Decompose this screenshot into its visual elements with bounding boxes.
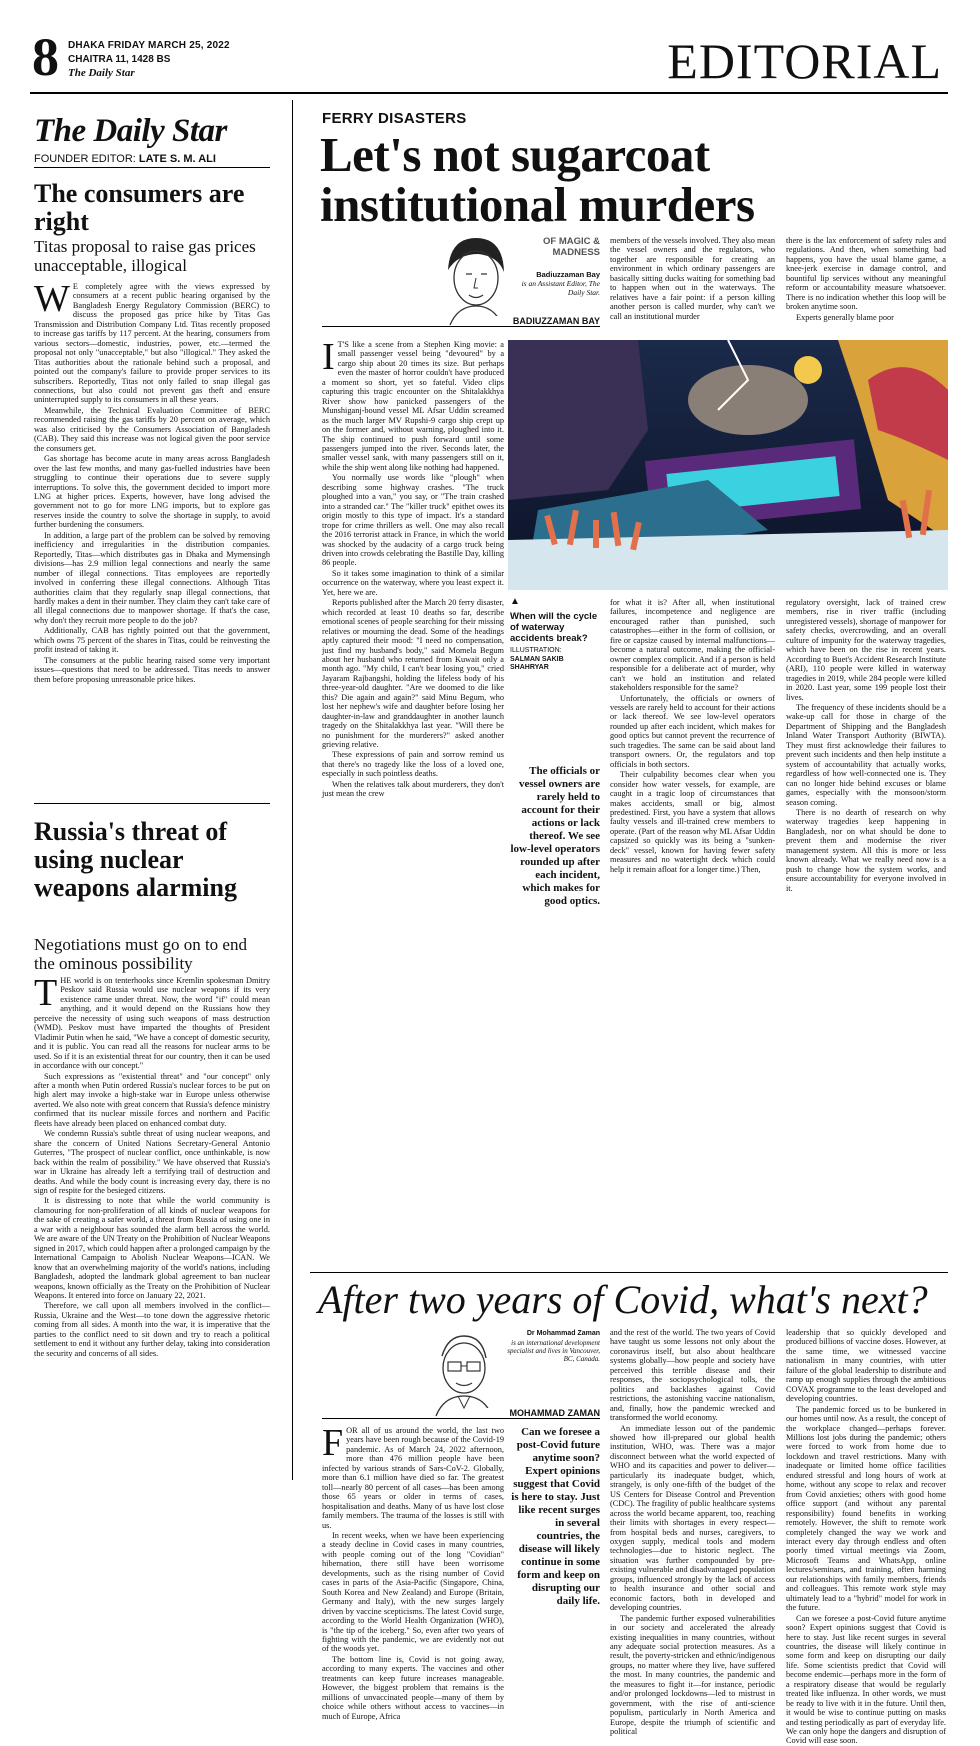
editorial2-paragraph: Such expressions as "existential threat" and "our concept" only after a month when Putin ordered Russia's nuclear forces to be put on high alert may invoke a high-stake war in Europe unless otherwise averted. We also note with great concern that Russia's defence ministry confirmed that its nuclear missile forces and northern and Pacific fleets have already been placed on enhanced combat duty. bbox=[34, 1071, 270, 1128]
section-title: EDITORIAL bbox=[667, 33, 942, 89]
article1-paragraph: Experts generally blame poor bbox=[796, 312, 894, 322]
article2-paragraph: Can we foresee a post-Covid future anytime soon? Expert opinions suggest that Covid is here to stay. Just like recent surges in several countries, the disease will likely continue in some form and keep on disrupting our daily life. Some scientists predict that Covid will become endemic—perhaps more in the form of a respiratory disease that would be regularly treated like influenza. In other words, we must be ready to live with it in the future. Until then, it would be wise to continue putting on masks and testing periodically as part of everyday life. We can only hope the dangers and disruption of Covid will ease soon. bbox=[786, 1613, 946, 1746]
header-rule bbox=[30, 92, 948, 94]
founder-label: FOUNDER EDITOR: bbox=[34, 153, 136, 165]
editorial-divider bbox=[34, 803, 270, 804]
editorial2-dropcap: T bbox=[34, 972, 58, 1014]
article1-illustration-label: ILLUSTRATION: bbox=[510, 647, 562, 654]
article1-column-3-top bbox=[786, 236, 946, 334]
article1-paragraph: regulatory oversight, lack of trained crew members, rise in river traffic (including unregistered vessels), shortage of manpower for safety checks, overcrowding, and an overall culture of impunity for the waterway tragedies, which have been on the rise in recent years. According to Buet's Accident Research Institute (ARI), 110 people were killed in waterway tragedies in 2019, while 284 people were killed in 2020. Last year, some 199 people lost their lives. bbox=[786, 598, 946, 702]
editorial1-paragraph: E completely agree with the views expressed by consumers at a recent public hearing organised by the Bangladesh Energy Regulatory Commission (BERC) to discuss the proposed gas price hike by Titas Gas Transmission and Distribution Company Ltd. Titas recently proposed to increase gas tariffs by 117 percent. At the hearing, consumers from various sectors—domestic, industries, power, etc.—termed the proposal not only "unacceptable," but also "illogical." They asked the Titas authorities about the rationale behind such a proposal, and pointed out the company's failure to provide proper services to its subscribers. Reportedly, Titas not only failed to snap illegal gas connections, but also could not prevent gas theft and ensure uninterrupted supply to its consumers in all these years. bbox=[34, 282, 270, 405]
article1-paragraph: Unfortunately, the officials or owners of vessels are rarely held to account for their actions or lack thereof. We see low-level operators rounded up after each incident, which makes for good optics but cannot prevent the recurrence of such tragedies. The same can be said about land transport owners. Or, the regulators and top officials in both sectors. bbox=[610, 693, 775, 769]
column-rule bbox=[292, 100, 293, 1480]
article1-column-3-bottom bbox=[786, 598, 946, 1263]
byline-rule-2 bbox=[322, 1418, 600, 1419]
article1-paragraph: You normally use words like "plough" when describing some highway crashes. "The truck ploughed into a van," you say, or "The train crashed into a stranded car." The "killer truck" epithet owes its origin mostly to this type of impact. It's a standard trope for crime thrillers as well. One may also recall the 2016 terrorist attack in France, in which the world was shocked by the audacity of a cargo truck being driven into crowds celebrating the Bastille Day, killing 86 people. bbox=[322, 473, 504, 568]
editorial1-subhead: Titas proposal to raise gas prices unacceptable, illogical bbox=[34, 237, 256, 275]
article1-column-2-bottom bbox=[610, 598, 775, 1263]
editorial1-paragraph: Meanwhile, the Technical Evaluation Committee of BERC recommended raising the gas tariffs by 20 percent on average, which was also criticised by the Consumers Association of Bangladesh (CAB). They said this increase was not logical given the poor service the consumers get. bbox=[34, 405, 270, 453]
article1-column-2-top bbox=[610, 236, 775, 334]
article1-paragraph: These expressions of pain and sorrow remind us that there's no tragedy like the loss of a loved one, especially in such pointless deaths. bbox=[322, 750, 504, 779]
article1-paragraph: Reports published after the March 20 ferry disaster, which recorded at least 10 deaths so far, describe emotional scenes of people searching for their missing relatives or mourning the dead. Some of the headings aptly captured their mood: "I need no compensation, just find my husband's body," said Momela Begum about her husband who returned from Kuwait only a month ago. "My child, I can't bear losing you," cried Jayaram Rajbangshi, holding the lifeless body of his three-year-old daughter. "Are we doomed to die like this? Die again and again?" said Minu Begum, who lost her nephew's wife and daughter before losing her daughter-in-law and granddaughter in another launch tragedy on the Shitalakkhya last year. "Will there be no punishment for the murderers?" asked another grieving relative. bbox=[322, 598, 504, 750]
editorial1-paragraph: Gas shortage has become acute in many areas across Bangladesh over the last few months, and many gas-fuelled industries have been struggling to continue their operations due to severe supply interruptions. To solve this, the government decided to import more LNG at higher prices. Experts, however, have long advised the government not to go for more LNG imports, but to explore gas reserves inside the country to solve the shortage in supply, to avoid further burdening the consumers. bbox=[34, 454, 270, 530]
editorial2-subhead: Negotiations must go on to end the ominous possibility bbox=[34, 935, 247, 973]
editorial1-paragraph: In addition, a large part of the problem can be solved by removing inefficiency and irregularities in the distribution companies. Reportedly, Titas—which distributes gas in Dhaka and Mymensingh divisions—has 2.9 million legal connections and nearly the same number of illegal connections. Titas employees are reportedly involved in conferring these illegal connections. Although Titas authorities claim that they regularly snap illegal connections, that hardly makes a dent in their number. They claim they can't take care of all illegal connections due to manpower shortage. If that's the case, why don't they recruit more people to do the job? bbox=[34, 530, 270, 625]
article1-column-1 bbox=[322, 336, 504, 1260]
article2-author-caption-role: is an international development specialist and lives in Vancouver, BC, Canada. bbox=[507, 1339, 600, 1363]
founder-name: LATE S. M. ALI bbox=[138, 153, 216, 165]
article2-paragraph: The pandemic further exposed vulnerabilities in our society and accelerated the already existing inequalities in many countries, without any adequate social protection measures. As a result, the poverty-stricken and ethnic/indigenous groups, no matter where they live, have suffered the most. In many countries, the pandemic and the measures to fight it—for instance, periodic and/or prolonged lockdowns—led to mistrust in government, with the rise of anti-science populism, particularly in North America and Europe, despite the triumph of scientific and political bbox=[610, 1613, 775, 1737]
editorial2-paragraph: We condemn Russia's subtle threat of using nuclear weapons, and share the concern of United Nations Secretary-General Antonio Guterres, "The prospect of nuclear conflict, once unthinkable, is now back within the realm of possibility." We have observed that Russia's war in Ukraine has already left a terrifying trail of destruction and deaths. And while the body count is increasing every day, there is no sign of respite for the besieged citizens. bbox=[34, 1129, 270, 1195]
article1-pullquote: The officials or vessel owners are rarely held to account for their actions or lack thereof. We see low-level operators rounded up after each incident, which makes for good optics. bbox=[510, 765, 600, 907]
article1-paragraph: The frequency of these incidents should be a wake-up call for those in charge of the Department of Shipping and the Bangladesh Inland Water Transport Authority (BIWTA). They must first acknowledge their failures to prevent such incidents and then help institute a system of accountability that actually works, regardless of how well-connected one is. They can no longer hide behind excuses or blame games, especially with the monsoon/storm season coming. bbox=[786, 702, 946, 807]
editorial2-paragraph: Therefore, we call upon all members involved in the conflict—Russia, Ukraine and the West—to tone down the aggressive rhetoric coming from all sides. A month into the war, it is imperative that the parties to the conflict need to sit down and try to reach a political settlement to end it without any further delay, taking into consideration the security and concerns of all sides. bbox=[34, 1301, 270, 1358]
article1-paragraph: When the relatives talk about murderers, they don't just mean the crew bbox=[322, 779, 504, 799]
article1-author-portrait bbox=[428, 230, 523, 325]
article2-paragraph: In recent weeks, when we have been experiencing a steady decline in Covid cases in many countries, with people coming out of the long "Covidian" hibernation, there still have been worrisome developments, such as the rising number of Covid cases in parts of the Asia-Pacific (Singapore, China, South Korea and New Zealand) and Europe (Britain, Germany and Italy), with the new surges largely driven by vaccine scepticisms. The latest Covid surge, according to the World Health Organization (WHO), is "the tip of the iceberg." So, even after two years of fighting with the pandemic, we are evidently not out of the woods yet. bbox=[322, 1530, 504, 1654]
editorial1-body bbox=[34, 278, 270, 712]
article1-headline: Let's not sugarcoat institutional murders bbox=[320, 127, 755, 232]
article1-byline: BADIUZZAMAN BAY bbox=[470, 316, 600, 326]
article1-paragraph: there is the lax enforcement of safety rules and regulations. And then, when something bad happens, you have the usual blame game, a knee-jerk exercise in damage control, and bountiful lip services without any meaningful reform or accountability measure whatsoever. There is no indication whether this loop will be broken anytime soon. bbox=[786, 236, 946, 312]
article2-byline: MOHAMMAD ZAMAN bbox=[470, 1408, 600, 1418]
article2-paragraph: The bottom line is, Covid is not going away, according to many experts. The vaccines and other treatments can keep future increases manageable. However, the biggest problem that remains is the millions of unvaccinated people—many of them by choice while others without access to vaccines—in much of Europe, Africa bbox=[322, 1654, 504, 1721]
article2-paragraph: The pandemic forced us to be bunkered in our homes until now. As a result, the concept of the workplace changed—perhaps forever. Millions lost jobs during the pandemic; others were forced to work from home due to lockdown and travel restrictions. Many with inadequate or limited home office facilities endured stressful and long hours of work at home, without any scope to relax and recover from Covid anxieties; others with good home office support (and without any parental responsibility) found benefits in working remotely. However, the shift to remote work completely changed the way we work and interact every day through endless and often poorly timed virtual meetings via Zoom, Microsoft Teams and WhatsApp, online lectures/seminars, and training, often harming our relationships with family members, friends and colleagues. This remote work style may ultimately lead to a "hybrid" model for work in the future. bbox=[786, 1404, 946, 1613]
article1-column-name: OF MAGIC & MADNESS bbox=[543, 236, 600, 258]
article2-paragraph: and the rest of the world. The two years of Covid have taught us some lessons not only about the coronavirus itself, but also about healthcare systems globally—how people and society have perceived this terrible disease and their responses, the sociopsychological tolls, the politics and backlashes against Covid restrictions, the astonishing vaccine nationalism, and, finally, how the pandemic wrecked and transformed the world economy. bbox=[610, 1328, 775, 1423]
article2-dropcap: F bbox=[322, 1422, 344, 1464]
article1-image-caption: When will the cycle of waterway accidents break? bbox=[510, 611, 598, 644]
bangla-date: CHAITRA 11, 1428 BS bbox=[68, 54, 171, 65]
editorial2-body bbox=[34, 972, 270, 1476]
article-divider bbox=[310, 1272, 948, 1273]
editorial2-headline: Russia's threat of using nuclear weapons alarming bbox=[34, 817, 237, 902]
article1-kicker: FERRY DISASTERS bbox=[322, 110, 467, 127]
masthead-logo: The Daily Star bbox=[34, 113, 227, 149]
article2-column-1 bbox=[322, 1422, 504, 1721]
masthead-rule bbox=[34, 167, 270, 168]
editorial1-headline: The consumers are right bbox=[34, 179, 245, 236]
editorial1-paragraph: Additionally, CAB has rightly pointed out that the government, which owns 75 percent of the shares in Titas, could be reinvesting the profit instead of taking it. bbox=[34, 626, 270, 655]
masthead-small: The Daily Star bbox=[68, 67, 135, 79]
article2-author-caption-name: Dr Mohammad Zaman bbox=[526, 1330, 600, 1337]
byline-rule bbox=[322, 326, 600, 327]
page-number: 8 bbox=[32, 27, 59, 87]
editorial2-paragraph: HE world is on tenterhooks since Kremlin spokesman Dmitry Peskov said Russia would use nuclear weapons if its very existence came under threat. Now, the word "if" could mean anything, and it would depend on the Russians how they perceive the necessity of using such weapons of mass destruction (WMD). Peskov must have imparted the thoughts of President Vladimir Putin when he said, "We have a concept of domestic security, and it is public. You can read all the reasons for nuclear arms to be used. So if it is an existential threat for our country, then it can be used in accordance with our concept." bbox=[34, 976, 270, 1071]
article1-illustrator: SALMAN SAKIB SHAHRYAR bbox=[510, 656, 564, 671]
article1-paragraph: There is no dearth of research on why waterway tragedies keep happening in Bangladesh, nor on what should be done to prevent them and modernise the river management system. All this is more or less known already. What we really need now is a push to change how the system works, and ensure accountability for everyone involved in it. bbox=[786, 807, 946, 893]
article2-pullquote: Can we foresee a post-Covid future anytime soon? Expert opinions suggest that Covid is here to stay. Just like recent surges in several countries, the disease will likely continue in some form and keep on disrupting our daily life. bbox=[511, 1426, 600, 1607]
date-line: DHAKA FRIDAY MARCH 25, 2022 bbox=[68, 40, 230, 51]
article2-author-portrait bbox=[418, 1326, 508, 1416]
article2-paragraph: leadership that so quickly developed and produced billions of vaccine doses. However, at the same time, we witnessed vaccine nationalism in many countries, with utter failure of the global leadership to distribute and ramp up enough supplies through the ambitious COVAX programme to the least developed and developing countries. bbox=[786, 1328, 946, 1404]
editorial1-paragraph: The consumers at the public hearing raised some very important issues—questions that need to be addressed. Titas needs to answer them before proposing unreasonable price hikes. bbox=[34, 655, 270, 684]
caption-arrow-icon: ▲ bbox=[510, 596, 520, 607]
article1-paragraph: Their culpability becomes clear when you consider how water vessels, for example, are caught in a tragic loop of circumstances that makes accidents, small or big, almost predestined. First, you have a system that allows faulty vessels and ill-trained crew members to operate. (Part of the reason why ML Afsar Uddin capsized so quickly was its being a "sunken-deck" vessel, known for having fewer safety measures and no watertight deck which could help it remain afloat for a longer time.) Then, bbox=[610, 770, 775, 874]
editorial1-dropcap: W bbox=[34, 278, 70, 320]
article2-paragraph: An immediate lesson out of the pandemic showed how ill-prepared our global health institution, WHO, was. There was a major disconnect between what the world expected of WHO and its capacities and power to deliver—particularly its inadequate budget, which, strangely, is only one-fifth of the budget of the US Centers for Disease Control and Prevention (CDC). The fragility of public healthcare systems across the world became apparent, too, reaching their limits with shortages in every respect—from hospital beds and nurses, caregivers, to oxygen supply, medical tools and modern technologies—due to historic neglect. The situation was further compounded by pre-existing vulnerable and disadvantaged population groups, influenced strongly by the lack of access to health insurance and other social and economic factors, both in developed and developing countries. bbox=[610, 1423, 775, 1613]
article1-author-caption-name: Badiuzzaman Bay bbox=[536, 270, 600, 279]
article1-author-caption-role: is an Assistant Editor, The Daily Star. bbox=[521, 279, 600, 297]
article2-headline: After two years of Covid, what's next? bbox=[318, 1277, 928, 1322]
article1-paragraph: members of the vessels involved. They also mean the vessel owners and the regulators, who together are responsible for creating an environment in which ordinary passengers are basically sitting ducks waiting for something bad to happen when out in the waterways. The relatives have a fair point: if a person killing another person is called murder, why can't we call an institutional murder bbox=[610, 236, 775, 321]
article1-dropcap: I bbox=[322, 336, 335, 378]
article1-paragraph: for what it is? After all, when institutional failures, incompetence and negligence are encouraged rather than punished, such catastrophes—either in the form of collision, or fire or capsize caused by internal malfunctions—become a natural outcome, making the official-owner complex complicit. And if a person is held responsible for a deliberate act of murder, why can't we hold an institution and related stakeholders responsible for the same? bbox=[610, 598, 775, 693]
article1-paragraph: So it takes some imagination to think of a similar occurrence on the waterway, where you least expect it. Yet, here we are. bbox=[322, 568, 504, 597]
article1-paragraph: T'S like a scene from a Stephen King movie: a small passenger vessel being "devoured" by a cargo ship about 20 times its size. But perhaps even the master of horror couldn't have produced a moment so short, yet so fateful. Video clips capturing this tragic encounter on the Shitalakkhya River show how panicked passengers of the Munshiganj-bound vessel ML Afsar Uddin screamed as the much larger MV Rupshi-9 cargo ship crept up on the former and, without warning, ploughed into it. The ship continued to push forward until some passengers jumped into the river. Seconds later, the smaller vessel sank, with many passengers still on it, while the ship went along like nothing had happened. bbox=[322, 340, 504, 472]
founder-line bbox=[34, 153, 216, 165]
article2-column-2 bbox=[610, 1328, 775, 1737]
article2-paragraph: OR all of us around the world, the last two years have been rough because of the Covid-19 pandemic. As of March 24, 2022 afternoon, more than 476 million people have been infected by various strands of Sars-CoV-2. Globally, more than 6.1 million have died so far. The greatest toll—nearly 80 percent of all cases—has been among those 65 years or older in terms of cases, hospitalisation and deaths. Many of us have lost close family members. The trauma of the losses is still with us. bbox=[322, 1426, 504, 1530]
article1-illustration bbox=[508, 340, 948, 590]
article2-column-3 bbox=[786, 1328, 946, 1746]
editorial2-paragraph: It is distressing to note that while the world community is clamouring for non-proliferation of all kinds of nuclear weapons for the sake of creating a safer world, a threat from Russia of using one in a war with a neighbour has sounded the alarm bell across the world. We are aware of the UN Treaty on the Prohibition of Nuclear Weapons signed in 2017, which could happen after a prolonged campaign by the International Campaign to Abolish Nuclear Weapons—ICAN. We know that an overwhelming majority of the world's nations, including Bangladesh, adopted the landmark global agreement to ban nuclear weapons, known officially as the Treaty on the Prohibition of Nuclear Weapons. It entered into force on January 22, 2021. bbox=[34, 1196, 270, 1300]
